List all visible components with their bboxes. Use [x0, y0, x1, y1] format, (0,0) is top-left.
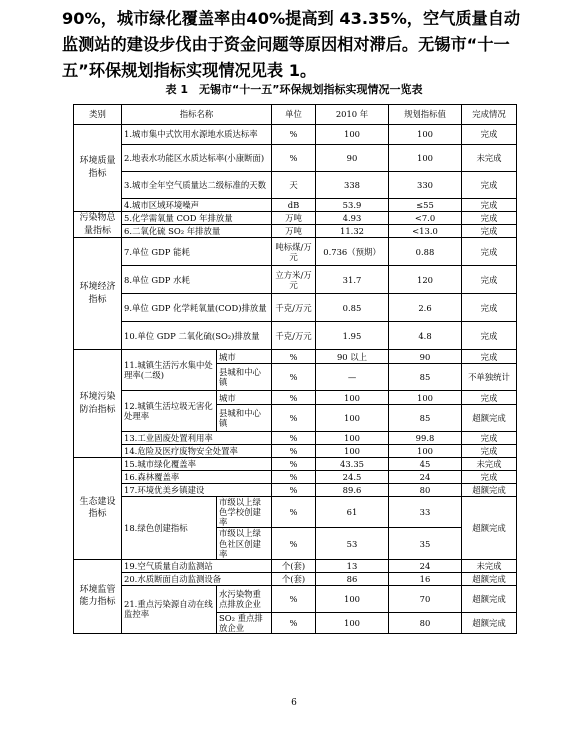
value-2010-cell: 31.7 [316, 266, 389, 294]
indicator-name: 8.单位 GDP 水耗 [122, 266, 272, 294]
status-cell: 完成 [462, 199, 517, 212]
indicator-name: 12.城镇生活垃圾无害化处理率 [122, 391, 217, 432]
table-row [74, 172, 517, 199]
target-cell: 80 [389, 612, 462, 633]
indicator-name: 15.城市绿化覆盖率 [122, 458, 272, 471]
indicator-name: 18.绿色创建指标 [122, 497, 217, 559]
status-cell: 完成 [462, 294, 517, 322]
indicator-name: 16.森林覆盖率 [122, 471, 272, 484]
unit-cell: 天 [272, 172, 316, 199]
table-row [74, 471, 517, 484]
unit-cell: % [272, 612, 316, 633]
table-row [74, 225, 517, 238]
target-cell: 80 [389, 484, 462, 497]
value-2010-cell: 100 [316, 612, 389, 633]
unit-cell: 万吨 [272, 212, 316, 225]
sub-indicator: 县城和中心镇 [217, 364, 272, 391]
indicator-name: 2.地表水功能区水质达标率(小康断面) [122, 145, 272, 172]
target-cell: 45 [389, 458, 462, 471]
indicator-name: 4.城市区域环境噪声 [122, 199, 272, 212]
value-2010-cell: 43.35 [316, 458, 389, 471]
table-row [74, 497, 517, 528]
status-cell: 不单独统计 [462, 364, 517, 391]
value-2010-cell: 100 [316, 405, 389, 432]
status-cell: 完成 [462, 238, 517, 266]
sub-indicator: SO₂ 重点排放企业 [217, 612, 272, 633]
status-cell: 完成 [462, 432, 517, 445]
value-2010-cell: 4.93 [316, 212, 389, 225]
value-2010-cell: 90 以上 [316, 350, 389, 364]
unit-cell: % [272, 471, 316, 484]
value-2010-cell: 1.95 [316, 322, 389, 350]
status-cell: 完成 [462, 322, 517, 350]
target-cell: 35 [389, 528, 462, 559]
target-cell: 120 [389, 266, 462, 294]
target-cell: 2.6 [389, 294, 462, 322]
table-row [74, 572, 517, 585]
unit-cell: 立方米/万元 [272, 266, 316, 294]
target-cell: 24 [389, 471, 462, 484]
value-2010-cell: 100 [316, 585, 389, 612]
indicator-name: 14.危险及医疗废物安全处置率 [122, 445, 272, 458]
sub-indicator: 市级以上绿色社区创建率 [217, 528, 272, 559]
target-cell: ≤55 [389, 199, 462, 212]
value-2010-cell: 11.32 [316, 225, 389, 238]
status-cell: 超额完成 [462, 585, 517, 612]
indicator-name: 21.重点污染源自动在线监控率 [122, 585, 217, 633]
value-2010-cell: 86 [316, 572, 389, 585]
status-cell: 超额完成 [462, 484, 517, 497]
indicator-name: 7.单位 GDP 能耗 [122, 238, 272, 266]
status-cell: 完成 [462, 391, 517, 405]
table-row [74, 391, 517, 405]
status-cell: 未完成 [462, 145, 517, 172]
table-row [74, 145, 517, 172]
table-row [74, 445, 517, 458]
unit-cell: 千克/万元 [272, 322, 316, 350]
unit-cell: % [272, 350, 316, 364]
value-2010-cell: 53 [316, 528, 389, 559]
value-2010-cell: 100 [316, 391, 389, 405]
table-row [74, 559, 517, 572]
target-cell: 70 [389, 585, 462, 612]
indicator-name: 11.城镇生活污水集中处理率(二级) [122, 350, 217, 391]
status-cell: 完成 [462, 172, 517, 199]
unit-cell: 千克/万元 [272, 294, 316, 322]
value-2010-cell: 53.9 [316, 199, 389, 212]
status-cell: 超额完成 [462, 572, 517, 585]
sub-indicator: 水污染物重点排放企业 [217, 585, 272, 612]
value-2010-cell: 0.736（预期） [316, 238, 389, 266]
unit-cell: dB [272, 199, 316, 212]
header-indicator: 指标名称 [122, 105, 272, 125]
value-2010-cell: 24.5 [316, 471, 389, 484]
unit-cell: 个(套) [272, 572, 316, 585]
indicator-name: 19.空气质量自动监测站 [122, 559, 272, 572]
value-2010-cell: 89.6 [316, 484, 389, 497]
unit-cell: % [272, 391, 316, 405]
status-cell: 未完成 [462, 458, 517, 471]
target-cell: 4.8 [389, 322, 462, 350]
value-2010-cell: 90 [316, 145, 389, 172]
indicator-name: 6.二氧化硫 SO₂ 年排放量 [122, 225, 272, 238]
target-cell: 99.8 [389, 432, 462, 445]
unit-cell: 万吨 [272, 225, 316, 238]
unit-cell: 吨标煤/万元 [272, 238, 316, 266]
category-cell: 生态建设指标 [74, 458, 122, 559]
unit-cell: % [272, 528, 316, 559]
value-2010-cell: 0.85 [316, 294, 389, 322]
unit-cell: % [272, 125, 316, 145]
unit-cell: % [272, 484, 316, 497]
status-cell: 完成 [462, 125, 517, 145]
target-cell: 100 [389, 125, 462, 145]
table-row [74, 350, 517, 364]
unit-cell: % [272, 432, 316, 445]
indicator-name: 9.单位 GDP 化学耗氧量(COD)排放量 [122, 294, 272, 322]
status-cell: 完成 [462, 445, 517, 458]
target-cell: 330 [389, 172, 462, 199]
value-2010-cell: 100 [316, 432, 389, 445]
indicator-name: 10.单位 GDP 二氧化硫(SO₂)排放量 [122, 322, 272, 350]
target-cell: 100 [389, 145, 462, 172]
target-cell: <7.0 [389, 212, 462, 225]
unit-cell: % [272, 405, 316, 432]
table-row [74, 432, 517, 445]
table-row [74, 266, 517, 294]
category-cell: 环境监管能力指标 [74, 559, 122, 633]
table-row [74, 458, 517, 471]
category-cell: 环境污染防治指标 [74, 350, 122, 458]
indicator-name: 20.水质断面自动监测设备 [122, 572, 272, 585]
unit-cell: 个(套) [272, 559, 316, 572]
sub-indicator: 市级以上绿色学校创建率 [217, 497, 272, 528]
status-cell: 完成 [462, 471, 517, 484]
target-cell: 90 [389, 350, 462, 364]
sub-indicator: 县城和中心镇 [217, 405, 272, 432]
intro-paragraph: 90%，城市绿化覆盖率由40%提高到 43.35%，空气质量自动监测站的建设步伐由于资金问题等原因相对滞后。无锡市“十一五”环保规划指标实现情况见表 1。 [62, 9, 521, 80]
sub-indicator: 城市 [217, 350, 272, 364]
header-status: 完成情况 [462, 105, 517, 125]
table-row [74, 585, 517, 612]
value-2010-cell: — [316, 364, 389, 391]
target-cell: 100 [389, 391, 462, 405]
value-2010-cell: 61 [316, 497, 389, 528]
unit-cell: % [272, 585, 316, 612]
target-cell: 85 [389, 364, 462, 391]
table-row [74, 125, 517, 145]
table-row [74, 199, 517, 212]
category-cell: 环境经济指标 [74, 238, 122, 350]
category-cell: 污染物总量指标 [74, 212, 122, 238]
value-2010-cell: 338 [316, 172, 389, 199]
target-cell: 0.88 [389, 238, 462, 266]
indicator-name: 17.环境优美乡镇建设 [122, 484, 272, 497]
indicator-table [73, 104, 517, 634]
header-target: 规划指标值 [389, 105, 462, 125]
target-cell: 100 [389, 445, 462, 458]
status-cell: 完成 [462, 225, 517, 238]
status-cell: 超额完成 [462, 612, 517, 633]
table-row [74, 484, 517, 497]
sub-indicator: 城市 [217, 391, 272, 405]
unit-cell: % [272, 145, 316, 172]
status-cell: 未完成 [462, 559, 517, 572]
header-2010: 2010 年 [316, 105, 389, 125]
target-cell: 16 [389, 572, 462, 585]
status-cell: 完成 [462, 350, 517, 364]
indicator-name: 1.城市集中式饮用水源地水质达标率 [122, 125, 272, 145]
header-category: 类别 [74, 105, 122, 125]
status-cell: 超额完成 [462, 405, 517, 432]
status-cell: 完成 [462, 266, 517, 294]
target-cell: 24 [389, 559, 462, 572]
value-2010-cell: 100 [316, 125, 389, 145]
unit-cell: % [272, 497, 316, 528]
value-2010-cell: 100 [316, 445, 389, 458]
target-cell: 85 [389, 405, 462, 432]
category-cell: 环境质量指标 [74, 125, 122, 212]
unit-cell: % [272, 445, 316, 458]
table-caption: 表 1 无锡市“十一五”环保规划指标实现情况一览表 [165, 83, 423, 96]
status-cell: 超额完成 [462, 497, 517, 559]
unit-cell: % [272, 458, 316, 471]
header-unit: 单位 [272, 105, 316, 125]
status-cell: 完成 [462, 212, 517, 225]
indicator-name: 13.工业固废处置利用率 [122, 432, 272, 445]
table-row [74, 238, 517, 266]
table-row [74, 212, 517, 225]
table-header-row [74, 105, 517, 125]
table-row [74, 322, 517, 350]
page-number: 6 [291, 698, 297, 708]
value-2010-cell: 13 [316, 559, 389, 572]
target-cell: 33 [389, 497, 462, 528]
target-cell: <13.0 [389, 225, 462, 238]
unit-cell: % [272, 364, 316, 391]
indicator-name: 3.城市全年空气质量达二级标准的天数 [122, 172, 272, 199]
indicator-name: 5.化学需氧量 COD 年排放量 [122, 212, 272, 225]
table-row [74, 294, 517, 322]
